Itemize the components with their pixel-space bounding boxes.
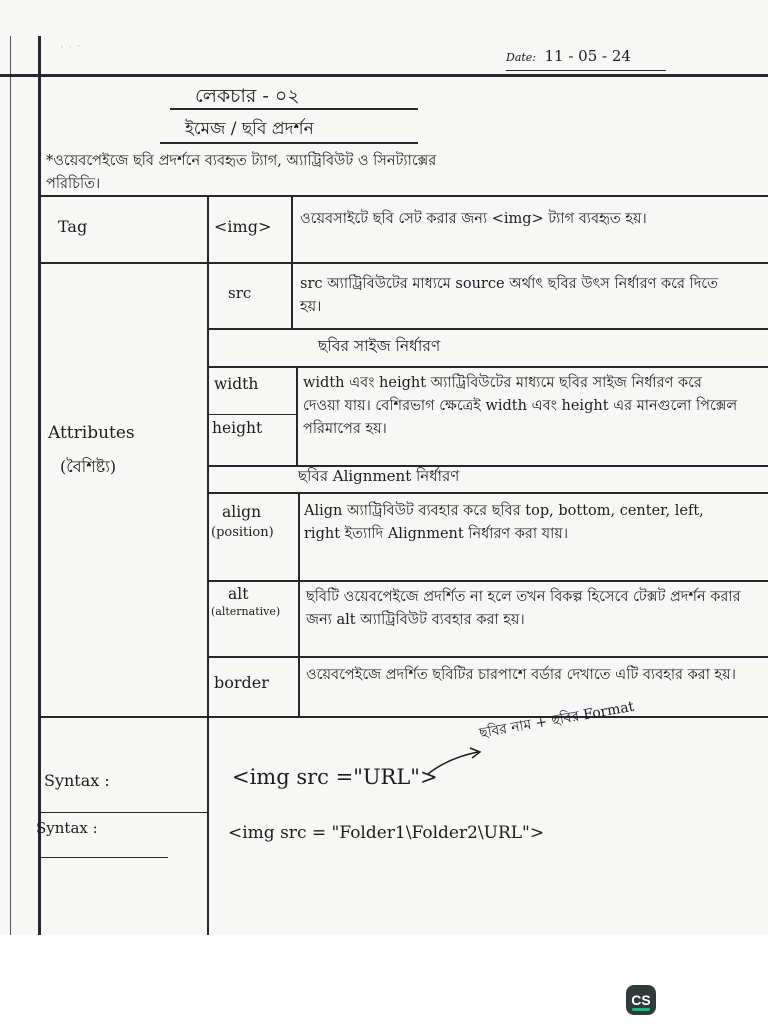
intro-line-2: পরিচিতি। [46, 176, 101, 192]
date-label: Date: [506, 51, 537, 64]
size-description: width এবং height অ্যাট্রিবিউটের মাধ্যমে ছবির সাইজ নির্ধারণ করে দেওয়া যায়। বেশিরভাগ ক্ষেত্রেই width এবং height এর মানগুলো পিক্সেল পরিমাপের হয়। [303, 375, 738, 437]
syntax2-row-border [40, 857, 168, 858]
border-description: ওয়েবপেইজে প্রদর্শিত ছবিটির চারপাশে বর্ডার দেখাতে এটি ব্যবহার করা হয়। [306, 667, 736, 683]
label-column-border [207, 195, 209, 935]
date-value: 11 - 05 - 24 [544, 47, 631, 65]
width-attribute-name: width [214, 375, 259, 393]
align-attribute-subtitle: (position) [211, 525, 274, 540]
lecture-title: লেকচার - ০২ [195, 85, 300, 107]
date-field [506, 48, 631, 65]
annotation-arrow-icon [418, 738, 618, 778]
syntax-code-2: <img src = "Folder1\Folder2\URL"> [228, 823, 545, 843]
src-attribute-name: src [228, 284, 252, 302]
header-rule [0, 74, 768, 77]
attributes-bottom-border [40, 716, 768, 718]
width-height-divider [208, 414, 296, 415]
size-row-border [208, 465, 768, 467]
bleed-through-text: · · · [59, 39, 81, 56]
tag-description: ওয়েবসাইটে ছবি সেট করার জন্য <img> ট্যাগ ব্যবহৃত হয়। [300, 211, 647, 227]
page-subtitle: ইমেজ / ছবি প্রদর্শন [185, 119, 314, 139]
height-attribute-name: height [212, 419, 263, 437]
alt-description: ছবিটি ওয়েবপেইজে প্রদর্শিত না হলে তখন বিকল্প হিসেবে টেক্সট প্রদর্শন করার জন্য alt অ্যাট্রিবিউট ব্যবহার করা হয়। [306, 589, 741, 628]
align-row-border [208, 580, 768, 582]
syntax-annotation: ছবির নাম + ছবির Format [478, 698, 636, 742]
align-attribute-name: align [222, 503, 262, 521]
syntax-label-1: Syntax : [44, 771, 110, 790]
subtitle-underline [160, 142, 418, 144]
tag-row-border [40, 262, 768, 264]
border-attribute-name: border [214, 673, 269, 692]
attributes-label: Attributes [48, 423, 135, 443]
attributes-label-bengali: (বৈশিষ্ট্য) [60, 457, 117, 476]
date-underline [506, 70, 666, 71]
scanner-logo-icon [626, 985, 656, 1015]
size-heading-border [208, 366, 768, 368]
name-column-border-align [298, 492, 300, 717]
align-heading-border [208, 492, 768, 494]
alt-row-border [208, 656, 768, 658]
src-description: src অ্যাট্রিবিউটের মাধ্যমে source অর্থাৎ ছবির উৎস নির্ধারণ করে দিতে হয়। [300, 276, 719, 315]
scanner-logo-text: CS [631, 992, 651, 1008]
name-column-border-size [296, 366, 298, 466]
table-top-border [40, 195, 768, 197]
alt-attribute-subtitle: (alternative) [211, 605, 281, 618]
align-description: Align অ্যাট্রিবিউট ব্যবহার করে ছবির top, bottom, center, left, right ইত্যাদি Alignment নির্ধারণ করা যায়। [304, 503, 704, 542]
margin-line [38, 36, 41, 935]
alt-attribute-name: alt [228, 585, 249, 603]
name-column-border-top [291, 195, 293, 329]
syntax-label-2: Syntax : [36, 819, 98, 837]
margin-line-outer [10, 36, 11, 935]
intro-line-1: *ওয়েবপেইজে ছবি প্রদর্শনে ব্যবহৃত ট্যাগ, অ্যাট্রিবিউট ও সিনট্যাক্সের [46, 153, 437, 169]
tag-label: Tag [58, 217, 88, 236]
title-underline [170, 108, 418, 110]
tag-name: <img> [214, 217, 272, 236]
size-heading: ছবির সাইজ নির্ধারণ [318, 337, 441, 355]
alignment-heading: ছবির Alignment নির্ধারণ [298, 467, 460, 485]
syntax-code-1: <img src ="URL"> [232, 765, 438, 789]
syntax-row-border [40, 812, 208, 813]
